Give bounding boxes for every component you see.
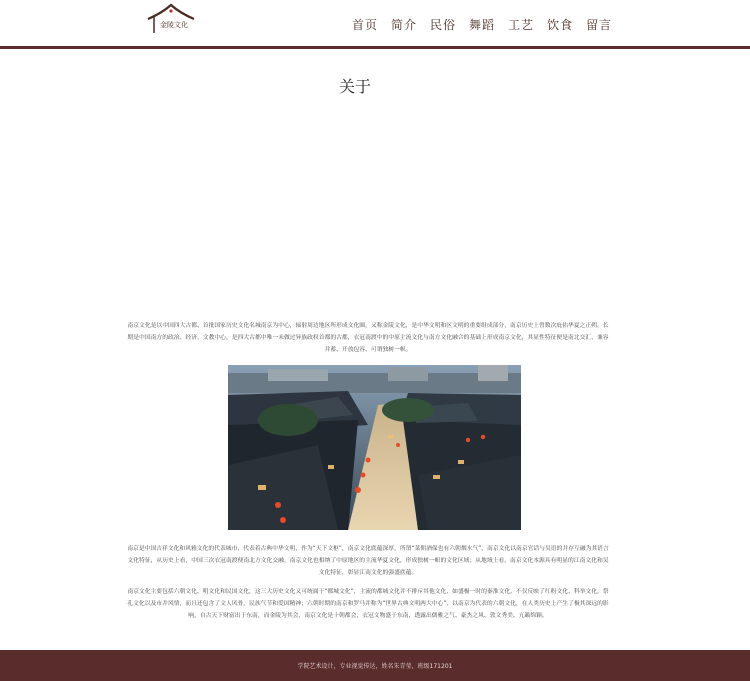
roof-logo-icon xyxy=(146,3,196,41)
nav-item-craft[interactable]: 工艺 xyxy=(508,18,535,32)
footer-credit: 学院艺术设计，专业视觉传达，姓名朱青莹，班级171201 xyxy=(297,663,453,670)
old-town-night-image xyxy=(228,365,521,530)
nav-item-folk[interactable]: 民俗 xyxy=(430,18,457,32)
history-paragraph: 南京文化主要包括六朝文化、明文化和民国文化，这三大历史文化又可统属于“都城文化”，主流的都城文化并不排斥其他文化，如盛极一时的秦淮文化，不仅反映了红粉文化、科举文化，祭孔文化以及市井风情，而且还包含了文人风骨，民族气节和爱国精神；六朝时期的南京和罗马并称为“世界古典文明两大中心”，以南京为代表的六朝文化，在人类历史上产生了极其深远的影响，自古天下财富出于东南，而金陵为其会，南京文化是十朝都会，衣冠文物盛于东南，透露出儒雅之气、豪杰之风、敦文秀美、亢籁绵颖。 xyxy=(127,589,609,619)
nav-item-dance[interactable]: 舞蹈 xyxy=(469,18,496,32)
nav-item-home[interactable]: 首页 xyxy=(352,18,379,32)
nav-item-food[interactable]: 饮食 xyxy=(547,18,574,32)
nav-item-intro[interactable]: 简介 xyxy=(391,18,418,32)
site-logo[interactable] xyxy=(146,3,196,41)
site-header xyxy=(0,0,750,46)
nav-item-message[interactable]: 留言 xyxy=(586,18,613,32)
header-divider xyxy=(0,46,750,49)
city-photo xyxy=(228,365,521,530)
site-footer xyxy=(0,650,750,681)
main-nav xyxy=(352,16,625,33)
culture-paragraph: 南京是中国吉祥文化和风雅文化的代表城市，代表着古典中华文明，作为“天下文枢”，南京文化底蕴深厚，所谓“菜佣酒保也有六朝烟水气”，南京文化以南京官话与吴语的并存互融为其语言文化特征，从历史上看，中国三次衣冠南渡便南北方文化交融，南京文化也相纳了中原地区的主流华夏文化，形成独树一帜的文化区域；从地域上看，南京文化本源具有明显的江南文化和吴文化特征，彰显江南文化的强盛底蕴。 xyxy=(127,546,609,576)
page-title: 关于 xyxy=(338,77,371,96)
svg-text:金陵文化: 金陵文化 xyxy=(160,21,188,29)
intro-paragraph: 南京文化是以中国四大古都、首批国家历史文化名城南京为中心，辐射周边地区所形成文化圈，又称金陵文化，是中华文明和区文明的重要组成部分，南京历史上曾数次庇佑华夏之正朔，长期是中国南方的政治、经济、文教中心，是四大古都中唯一未做过异族政权首都的古都，衣冠南渡中的中原主流文化与南方文化融合的基础上形成南京文化，其显性特征便是南北交汇、兼容并蓄、开放包容、可谓独树一帜。 xyxy=(127,323,609,353)
